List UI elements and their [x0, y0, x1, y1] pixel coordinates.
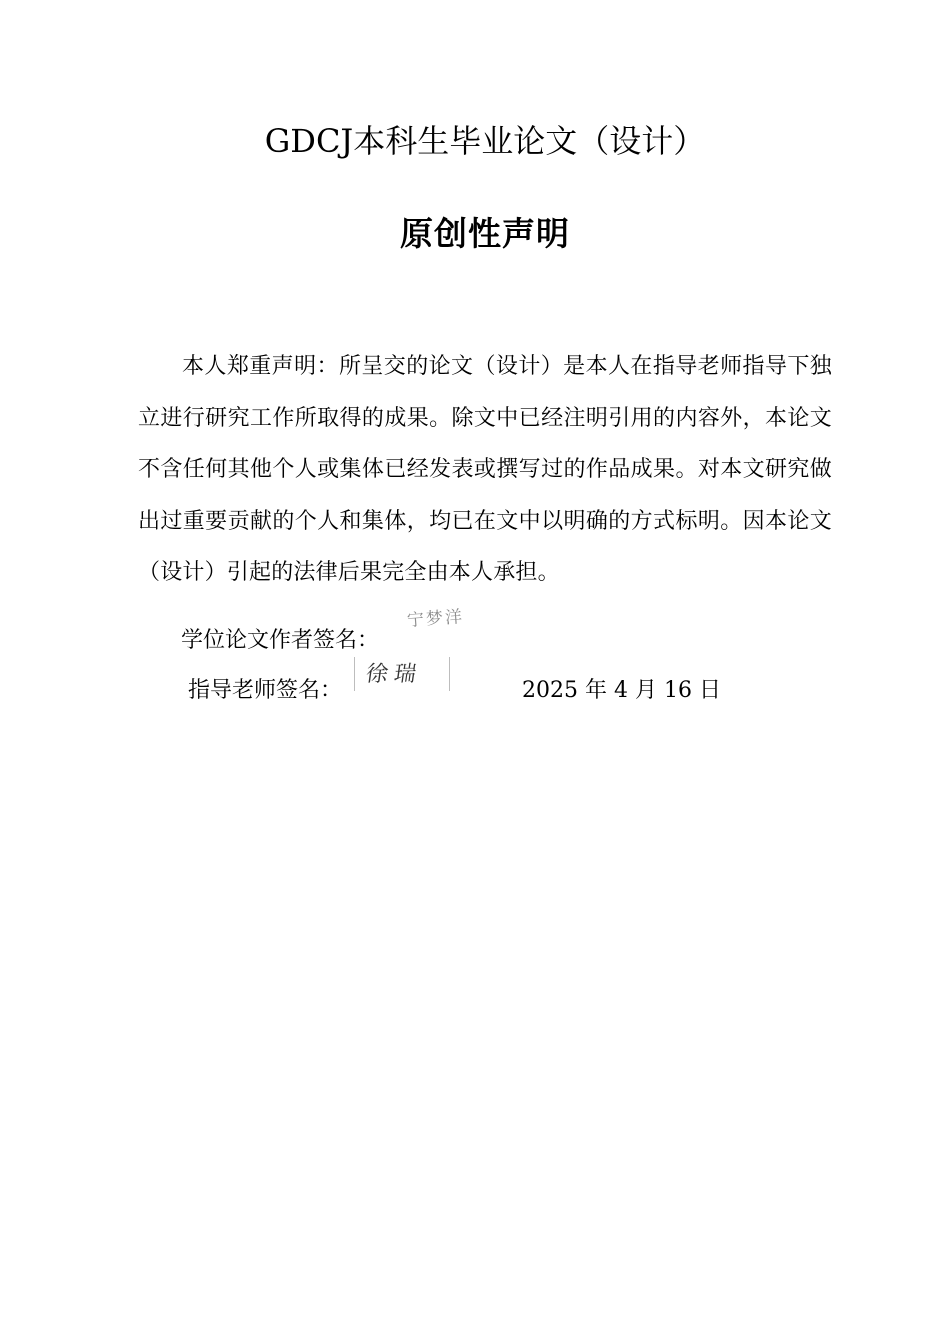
declaration-text: 本人郑重声明：所呈交的论文（设计）是本人在指导老师指导下独立进行研究工作所取得的成果。除文中已经注明引用的内容外，本论文不含任何其他个人或集体已经发表或撰写过的作品成果。对本文研究做出过重要贡献的个人和集体，均已在文中以明确的方式标明。因本论文（设计）引起的法律后果完全由本人承担。 — [138, 354, 832, 585]
signature-date: 2025 年 4 月 16 日 — [522, 678, 721, 703]
document-title: GDCJ本科生毕业论文（设计） — [264, 122, 706, 160]
advisor-signature-label: 指导老师签名： — [188, 678, 343, 703]
student-handwritten-signature: 宁梦洋 — [406, 607, 465, 631]
advisor-handwritten-signature: 徐瑞 — [364, 662, 424, 687]
student-signature-label: 学位论文作者签名： — [181, 628, 380, 653]
declaration-heading: 原创性声明 — [400, 214, 570, 253]
